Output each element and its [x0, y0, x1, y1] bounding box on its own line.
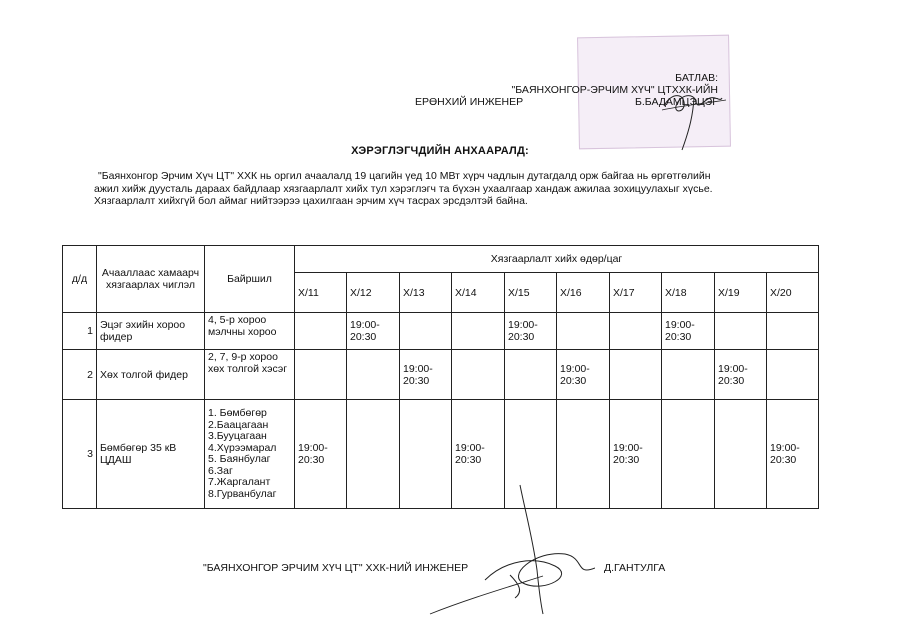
day-header: X/14 — [452, 273, 505, 313]
row-num: 1 — [63, 313, 97, 350]
schedule-cell — [452, 350, 505, 400]
schedule-cell — [610, 400, 662, 509]
slot-end: 20:30 — [455, 454, 482, 466]
schedule-cell — [400, 350, 452, 400]
slot-start: 19:00- — [455, 442, 485, 454]
slot-end: 20:30 — [403, 374, 430, 387]
slot-start: 19:00- — [508, 319, 538, 331]
day-header: X/15 — [505, 273, 557, 313]
schedule-cell — [715, 313, 767, 350]
approval-company: "БАЯНХОНГОР-ЭРЧИМ ХҮЧ" ЦТХХК-ИЙН — [511, 84, 718, 96]
row-line: Бөмбөгөр 35 кВ ЦДАШ — [97, 400, 205, 509]
table-row — [63, 313, 819, 350]
row-location — [205, 313, 295, 350]
location-item: 2, 7, 9-р хороо хөх толгой хэсэг — [208, 351, 288, 375]
day-header: X/18 — [662, 273, 715, 313]
schedule-cell — [452, 313, 505, 350]
location-item: 1. Бөмбөгөр — [208, 407, 267, 419]
schedule-cell — [557, 313, 610, 350]
schedule-cell — [557, 350, 610, 400]
slot-end: 20:30 — [508, 331, 535, 343]
engineer-signature — [425, 480, 595, 620]
header-num: д/д — [63, 246, 97, 313]
schedule-cell — [295, 350, 347, 400]
schedule-cell — [662, 400, 715, 509]
row-num: 2 — [63, 350, 97, 400]
day-header: X/17 — [610, 273, 662, 313]
day-header: X/20 — [767, 273, 819, 313]
location-item: 7.Жаргалант — [208, 476, 271, 488]
schedule-cell — [295, 313, 347, 350]
approval-signer-name: Б.БАДАМЦЭЦЭГ — [635, 96, 718, 108]
slot-start: 19:00- — [665, 319, 695, 331]
row-line: Эцэг эхийн хороо фидер — [97, 313, 205, 350]
footer-title: "БАЯНХОНГОР ЭРЧИМ ХҮЧ ЦТ" ХХК-НИЙ ИНЖЕНЕР — [203, 562, 469, 574]
location-item: 6.Заг — [208, 464, 233, 477]
schedule-cell — [767, 313, 819, 350]
notice-line-3: Хязгаарлалт хийхгүй бол аймаг нийтээрээ цахилгаан эрчим хүч тасрах эрсдэлтэй байна. — [94, 195, 528, 207]
location-item: 4.Хүрээмарал — [208, 441, 277, 454]
slot-start: 19:00- — [770, 442, 800, 454]
footer-name: Д.ГАНТУЛГА — [604, 562, 666, 574]
schedule-cell — [767, 400, 819, 509]
slot-start: 19:00- — [613, 442, 643, 454]
slot-start: 19:00- — [298, 442, 328, 454]
day-header: X/11 — [295, 273, 347, 313]
schedule-cell — [347, 313, 400, 350]
location-item: 4, 5-р хороо мэлчны хороо — [208, 314, 277, 338]
slot-start: 19:00- — [560, 362, 590, 375]
day-header: X/13 — [400, 273, 452, 313]
schedule-cell — [767, 350, 819, 400]
location-item: 2.Баацагаан — [208, 418, 269, 431]
page-title: ХЭРЭГЛЭГЧДИЙН АНХААРАЛД: — [351, 145, 529, 157]
header-location: Байршил — [205, 246, 295, 313]
table-row — [63, 350, 819, 400]
row-num: 3 — [63, 400, 97, 509]
notice-paragraph — [94, 170, 784, 208]
row-location — [205, 350, 295, 400]
schedule-cell — [505, 313, 557, 350]
schedule-cell — [610, 350, 662, 400]
chief-engineer-signature — [660, 84, 730, 154]
slot-end: 20:30 — [560, 374, 587, 387]
slot-start: 19:00- — [403, 362, 433, 375]
slot-start: 19:00- — [350, 319, 380, 331]
day-header: X/16 — [557, 273, 610, 313]
slot-end: 20:30 — [613, 454, 640, 466]
approval-signer-title: ЕРӨНХИЙ ИНЖЕНЕР — [414, 96, 524, 108]
approval-label: БАТЛАВ: — [675, 72, 718, 84]
location-item: 5. Баянбулаг — [208, 453, 271, 465]
location-item: 8.Гурванбулаг — [208, 487, 277, 500]
slot-end: 20:30 — [298, 454, 325, 466]
schedule-table — [62, 245, 819, 509]
slot-start: 19:00- — [718, 362, 748, 375]
slot-end: 20:30 — [770, 454, 797, 466]
schedule-cell — [662, 313, 715, 350]
notice-line-1: "Баянхонгор Эрчим Хүч ЦТ" ХХК нь оргил ачаалалд 19 цагийн үед 10 МВт хүрч чадлын дутагдалд орж байгаа нь өргөтгөлийн — [98, 170, 711, 182]
row-line: Хөх толгой фидер — [97, 350, 205, 400]
schedule-cell — [347, 400, 400, 509]
day-header: X/19 — [715, 273, 767, 313]
schedule-cell — [715, 400, 767, 509]
slot-end: 20:30 — [665, 331, 692, 343]
schedule-cell — [715, 350, 767, 400]
schedule-cell — [347, 350, 400, 400]
slot-end: 20:30 — [350, 331, 377, 343]
schedule-cell — [662, 350, 715, 400]
row-location — [205, 400, 295, 509]
day-header: X/12 — [347, 273, 400, 313]
notice-line-2: ажил хийж дуусталь дараах байдлаар хязгаарлалт хийх тул хэрэглэгч та бүхэн ухаалгаар хандаж ажилаа зохицуулахыг хүсье. — [94, 182, 713, 195]
schedule-cell — [610, 313, 662, 350]
schedule-cell — [295, 400, 347, 509]
header-schedule: Хязгаарлалт хийх өдөр/цаг — [295, 246, 819, 273]
header-line: Ачааллаас хамаарч хязгаарлах чиглэл — [97, 246, 205, 313]
location-item: 3.Бууцагаан — [208, 430, 267, 442]
schedule-cell — [400, 313, 452, 350]
schedule-cell — [505, 350, 557, 400]
slot-end: 20:30 — [718, 374, 745, 387]
